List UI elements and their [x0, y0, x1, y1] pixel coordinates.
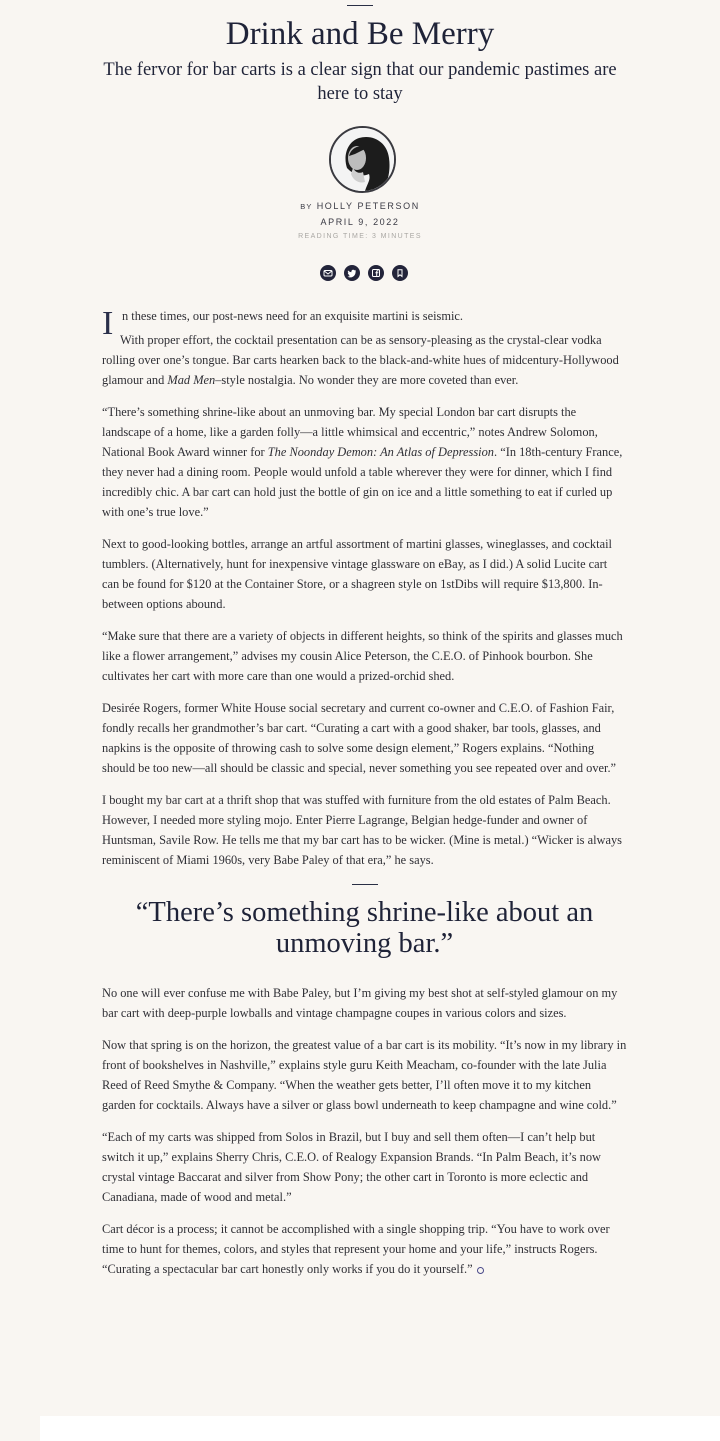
italic-title: The Noonday Demon: An Atlas of Depression — [267, 445, 494, 459]
paragraph: Now that spring is on the horizon, the greatest value of a bar cart is its mobility. “It’s now in my library in front of bookshelves in Nashville,” explains style guru Keith Meacham, co-founder with the late Julia Reed of Reed Smythe & Company. “When the weather gets better, I’ll often move it to my kitchen garden for cocktails. Always have a silver or glass bowl underneath to keep champagne and wine cold.” — [102, 1038, 627, 1112]
paragraph-text: Cart décor is a process; it cannot be accomplished with a single shopping trip. “You have to work over time to hunt for themes, colors, and styles that represent your home and your life,” instructs Rogers. “Curating a spectacular bar cart honestly only works if you do it yourself.” — [102, 1222, 610, 1276]
byline — [0, 201, 720, 211]
author-avatar[interactable] — [329, 126, 396, 193]
paragraph: Next to good-looking bottles, arrange an artful assortment of martini glasses, wineglasses, and cocktail tumblers. (Alternatively, hunt for inexpensive vintage glassware on eBay, as I did.) A solid Lucite cart can be found for $120 at the Container Store, or a shagreen style on 1stDibs will require $13,800. In-between options abound. — [102, 537, 612, 611]
author-name[interactable]: HOLLY PETERSON — [316, 201, 420, 211]
pull-quote-divider — [352, 884, 378, 885]
pull-quote: “There’s something shrine-like about an unmoving bar.” — [135, 897, 594, 959]
paragraph-text: . “In 18th-century France, they never had a dining room. People would unfold a table wherever they were for dinner, which I find incredibly chic. A bar cart can hold just the bottle of gin on ice and a little something to eat if curled up with one’s true love.” — [102, 445, 623, 519]
paragraph-text: With proper effort, the cocktail presentation can be as sensory-pleasing as the crystal-clear vodka rolling over one’s tongue. Bar carts hearken back to the black-and-white hues of midcentury-Hollywood glamour and — [102, 333, 619, 387]
article-title: Drink and Be Merry — [225, 16, 495, 52]
paragraph: “Each of my carts was shipped from Solos in Brazil, but I buy and sell them often—I can’t help but switch it up,” explains Sherry Chris, C.E.O. of Realogy Expansion Brands. “In Palm Beach, it’s now crystal vintage Baccarat and silver from Show Pony; the other cart in Toronto is more eclectic and Canadiana, made of wood and metal.” — [102, 1130, 601, 1204]
email-icon[interactable] — [320, 265, 336, 281]
facebook-icon[interactable] — [368, 265, 384, 281]
bookmark-icon[interactable] — [392, 265, 408, 281]
intro-text: n these times, our post-news need for an exquisite martini is seismic. — [122, 309, 464, 323]
reading-time: READING TIME: 3 MINUTES — [298, 233, 422, 240]
paragraph — [102, 330, 627, 390]
top-divider — [347, 5, 373, 6]
article-subtitle: The fervor for bar carts is a clear sign that our pandemic pastimes are here to stay — [103, 60, 617, 104]
footer-panel — [40, 1416, 720, 1441]
end-mark-icon — [477, 1267, 484, 1274]
paragraph — [102, 402, 627, 522]
paragraph: I bought my bar cart at a thrift shop that was stuffed with furniture from the old estates of Palm Beach. However, I needed more styling mojo. Enter Pierre Lagrange, Belgian hedge-funder and owner of Huntsman, Savile Row. He tells me that my bar cart has to be wicker. (Mine is metal.) “Wicker is always reminiscent of Miami 1960s, very Babe Paley of that era,” he says. — [102, 793, 622, 867]
paragraph: “Make sure that there are a variety of objects in different heights, so think of the spirits and glasses much like a flower arrangement,” advises my cousin Alice Peterson, the C.E.O. of Pinhook bourbon. She cultivates her cart with more care than one would a prized-orchid shed. — [102, 629, 623, 683]
paragraph: Desirée Rogers, former White House social secretary and current co-owner and C.E.O. of Fashion Fair, fondly recalls her grandmother’s bar cart. “Curating a cart with a good shaker, bar tools, glasses, and napkins is the opposite of throwing cash to solve some design element,” Rogers explains. “Nothing should be too new—all should be classic and special, never something you see repeated over and over.” — [102, 701, 617, 775]
paragraph: No one will ever confuse me with Babe Paley, but I’m giving my best shot at self-styled glamour on my bar cart with deep-purple lowballs and vintage champagne coupes in various colors and sizes. — [102, 986, 618, 1020]
share-bar — [320, 265, 408, 283]
intro-paragraph — [102, 305, 627, 342]
paragraph — [102, 1219, 627, 1279]
article-body — [102, 306, 627, 1291]
byline-prefix: BY — [300, 202, 313, 211]
twitter-icon[interactable] — [344, 265, 360, 281]
italic-title: Mad Men — [167, 373, 216, 387]
publish-date: APRIL 9, 2022 — [320, 217, 400, 227]
paragraph-text: “There’s something shrine-like about an unmoving bar. My special London bar cart disrupts the landscape of a home, like a garden folly—a little whimsical and eccentric,” notes Andrew Solomon, National Book Award winner for — [102, 405, 598, 459]
drop-cap: I — [102, 305, 114, 342]
paragraph-text: –style nostalgia. No wonder they are more coveted than ever. — [215, 373, 519, 387]
author-portrait-icon — [331, 128, 394, 191]
